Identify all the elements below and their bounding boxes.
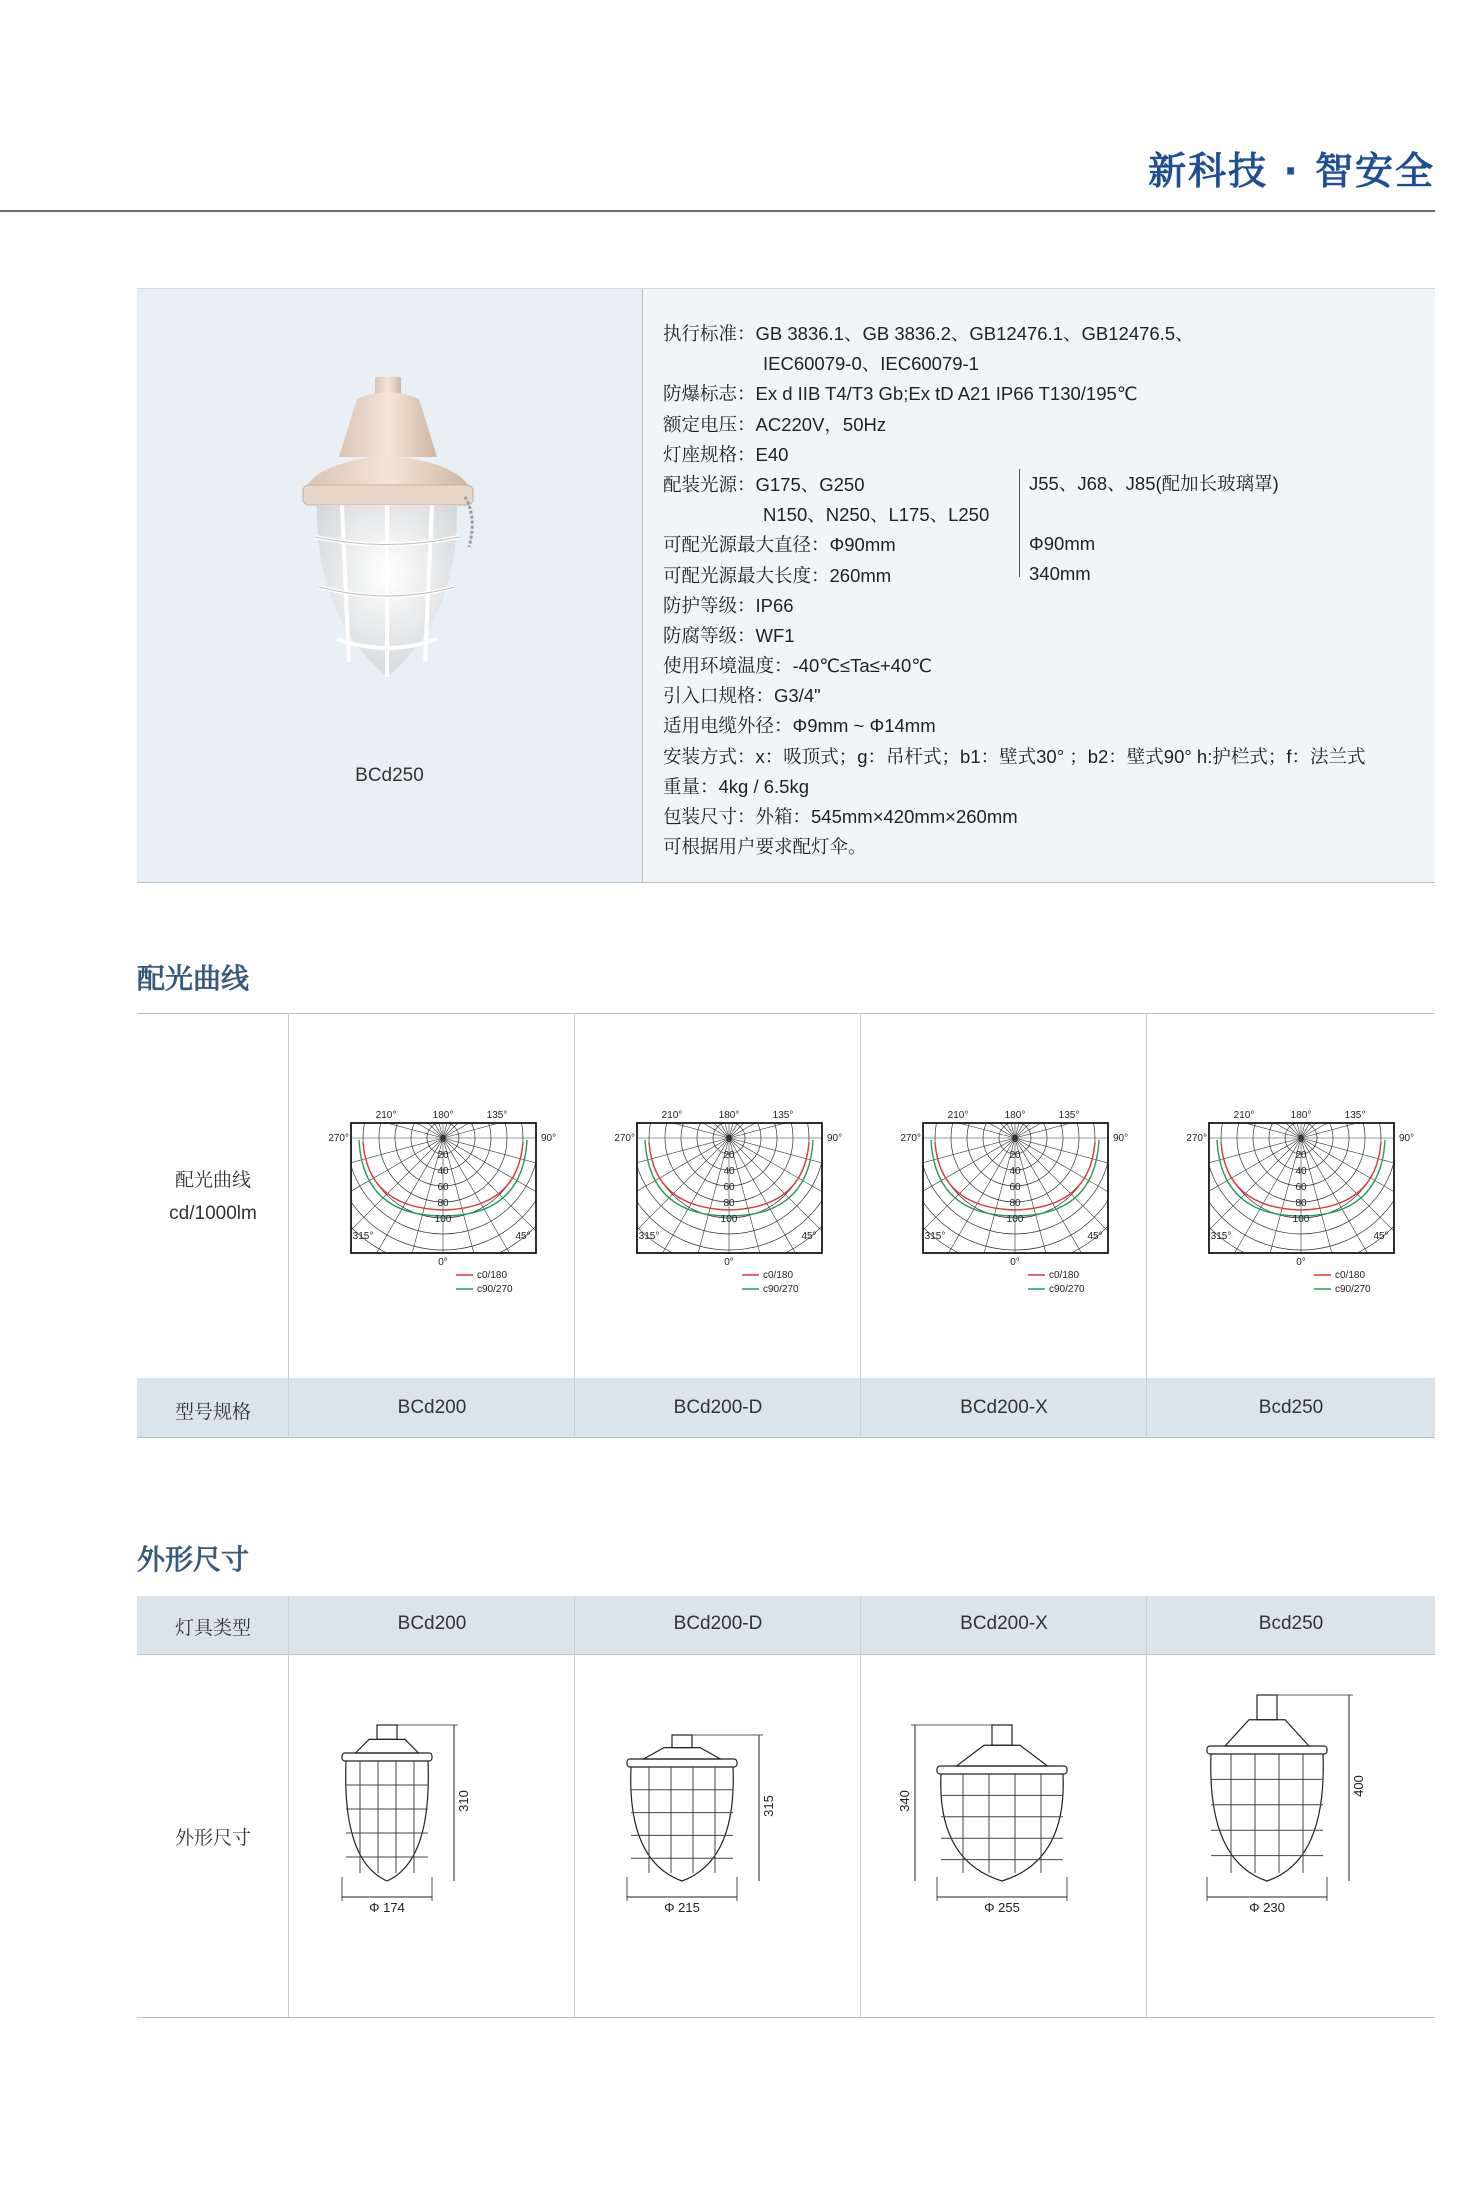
spec-line: 额定电压：AC220V，50Hz <box>663 413 887 435</box>
ring-label: 100 <box>1292 1214 1310 1225</box>
legend-c90: c90/270 <box>1049 1284 1085 1295</box>
polar-chart <box>587 1103 857 1323</box>
ring-label: 60 <box>1295 1182 1307 1193</box>
angle-label: 135° <box>1058 1110 1080 1121</box>
dimensions-header-label: 灯具类型 <box>174 1618 251 1639</box>
model-cell: Bcd250 <box>1258 1397 1324 1418</box>
column-divider <box>1019 469 1020 577</box>
spec-line: 可配光源最大直径：Φ90mm <box>663 534 896 556</box>
model-cell: BCd200 <box>397 1397 467 1418</box>
ring-label: 20 <box>1295 1150 1307 1161</box>
curve-row-label: 配光曲线 <box>174 1170 251 1191</box>
dimension-drawing <box>297 1721 477 1921</box>
height-label: 315 <box>761 1795 776 1817</box>
angle-label: 90° <box>541 1133 557 1144</box>
angle-label: 210° <box>375 1110 397 1121</box>
ring-label: 60 <box>437 1182 449 1193</box>
spec-line: IEC60079-0、IEC60079-1 <box>763 353 979 375</box>
light-curve-table <box>137 1013 1435 1438</box>
dimension-model: BCd200-X <box>960 1613 1048 1634</box>
ring-label: 0 <box>440 1134 446 1145</box>
dimension-drawing <box>582 1731 782 1921</box>
spec-line: 防爆标志：Ex d IIB T4/T3 Gb;Ex tD A21 IP66 T130/195℃ <box>663 383 1138 405</box>
angle-label: 270° <box>900 1133 921 1144</box>
angle-label: 135° <box>772 1110 794 1121</box>
lamp-photo <box>287 377 487 717</box>
spec-line: 包装尺寸：外箱：545mm×420mm×260mm <box>663 806 1018 827</box>
dimension-drawing <box>892 1721 1112 1921</box>
spec-table <box>137 288 1435 883</box>
angle-label: 270° <box>328 1133 349 1144</box>
diameter-label: Φ 255 <box>984 1900 1020 1915</box>
ring-label: 0 <box>1012 1134 1018 1145</box>
ring-label: 40 <box>1009 1166 1021 1177</box>
dimension-model: BCd200-D <box>673 1613 763 1634</box>
spec-line: 灯座规格：E40 <box>663 443 789 465</box>
header-divider <box>0 210 1435 212</box>
diameter-label: Φ 215 <box>664 1900 700 1915</box>
ring-label: 20 <box>1009 1150 1021 1161</box>
polar-chart <box>873 1103 1143 1323</box>
spec-lines <box>663 319 1366 862</box>
angle-label: 210° <box>661 1110 683 1121</box>
dimensions-table <box>137 1596 1435 2018</box>
angle-label: 180° <box>1290 1110 1312 1121</box>
spec-image-panel <box>137 289 643 882</box>
angle-label: 180° <box>718 1110 740 1121</box>
ring-label: 40 <box>723 1166 735 1177</box>
height-label: 340 <box>897 1790 912 1812</box>
angle-label: 315° <box>1210 1231 1232 1242</box>
alt-diameter: Φ90mm <box>1029 533 1096 554</box>
polar-chart <box>1159 1103 1429 1323</box>
spec-details <box>643 289 1435 882</box>
dimensions-row-label: 外形尺寸 <box>174 1828 251 1849</box>
angle-label: 0° <box>438 1257 448 1268</box>
dimension-drawing <box>1162 1691 1372 1921</box>
ring-label: 100 <box>434 1214 452 1225</box>
ring-label: 80 <box>723 1198 735 1209</box>
curve-row-unit: cd/1000lm <box>169 1203 257 1224</box>
angle-label: 270° <box>614 1133 635 1144</box>
ring-label: 0 <box>1298 1134 1304 1145</box>
spec-line: 适用电缆外径：Φ9mm ~ Φ14mm <box>663 715 936 737</box>
model-cell: BCd200-X <box>960 1397 1048 1418</box>
angle-label: 0° <box>724 1257 734 1268</box>
ring-label: 0 <box>726 1134 732 1145</box>
angle-label: 180° <box>432 1110 454 1121</box>
ring-label: 80 <box>1009 1198 1021 1209</box>
polar-chart <box>301 1103 571 1323</box>
legend-c0: c0/180 <box>477 1270 508 1281</box>
angle-label: 210° <box>1233 1110 1255 1121</box>
angle-label: 270° <box>1186 1133 1207 1144</box>
legend-c0: c0/180 <box>1335 1270 1366 1281</box>
spec-line: N150、N250、L175、L250 <box>763 504 990 526</box>
ring-label: 40 <box>437 1166 449 1177</box>
legend-c0: c0/180 <box>1049 1270 1080 1281</box>
spec-line: 配装光源：G175、G250 <box>663 473 865 495</box>
ring-label: 20 <box>437 1150 449 1161</box>
angle-label: 45° <box>1373 1231 1389 1242</box>
angle-label: 315° <box>352 1231 374 1242</box>
angle-label: 90° <box>1113 1133 1129 1144</box>
ring-label: 20 <box>723 1150 735 1161</box>
model-cell: BCd200-D <box>673 1397 763 1418</box>
spec-line: 防腐等级：WF1 <box>663 624 795 646</box>
angle-label: 315° <box>924 1231 946 1242</box>
angle-label: 90° <box>1399 1133 1415 1144</box>
spec-line: 执行标准：GB 3836.1、GB 3836.2、GB12476.1、GB12476.5、 <box>663 323 1194 344</box>
angle-label: 45° <box>515 1231 531 1242</box>
dimensions-title: 外形尺寸 <box>137 1543 250 1576</box>
legend-c0: c0/180 <box>763 1270 794 1281</box>
angle-label: 45° <box>1087 1231 1103 1242</box>
angle-label: 135° <box>1344 1110 1366 1121</box>
legend-c90: c90/270 <box>477 1284 513 1295</box>
ring-label: 60 <box>1009 1182 1021 1193</box>
angle-label: 0° <box>1296 1257 1306 1268</box>
ring-label: 100 <box>1006 1214 1024 1225</box>
alt-length: 340mm <box>1029 563 1091 584</box>
legend-c90: c90/270 <box>763 1284 799 1295</box>
model-row-label: 型号规格 <box>174 1402 251 1423</box>
spec-line: 可根据用户要求配灯伞。 <box>663 836 867 858</box>
brand-slogan: 新科技 · 智安全 <box>1148 149 1435 193</box>
angle-label: 315° <box>638 1231 660 1242</box>
alt-source: J55、J68、J85(配加长玻璃罩) <box>1029 473 1279 494</box>
spec-line: 使用环境温度：-40℃≤Ta≤+40℃ <box>663 655 933 677</box>
angle-label: 135° <box>486 1110 508 1121</box>
angle-label: 0° <box>1010 1257 1020 1268</box>
lamp-model-caption: BCd250 <box>355 765 424 786</box>
spec-line: 重量：4kg / 6.5kg <box>663 775 810 797</box>
dimension-model: BCd200 <box>397 1613 467 1634</box>
ring-label: 80 <box>437 1198 449 1209</box>
spec-line: 可配光源最大长度：260mm <box>663 564 892 586</box>
ring-label: 100 <box>720 1214 738 1225</box>
dimension-model: Bcd250 <box>1258 1613 1324 1634</box>
spec-line: 安装方式：x：吸顶式；g：吊杆式；b1：壁式30° ；b2：壁式90° h:护栏式；f：法兰式 <box>663 745 1366 767</box>
angle-label: 180° <box>1004 1110 1026 1121</box>
spec-line: 引入口规格：G3/4" <box>663 685 821 707</box>
ring-label: 40 <box>1295 1166 1307 1177</box>
light-curve-title: 配光曲线 <box>137 962 250 995</box>
ring-label: 60 <box>723 1182 735 1193</box>
ring-label: 80 <box>1295 1198 1307 1209</box>
height-label: 310 <box>456 1790 471 1812</box>
height-label: 400 <box>1351 1775 1366 1797</box>
legend-c90: c90/270 <box>1335 1284 1371 1295</box>
angle-label: 45° <box>801 1231 817 1242</box>
spec-line: 防护等级：IP66 <box>663 594 794 616</box>
angle-label: 210° <box>947 1110 969 1121</box>
diameter-label: Φ 230 <box>1249 1900 1285 1915</box>
diameter-label: Φ 174 <box>369 1900 405 1915</box>
angle-label: 90° <box>827 1133 843 1144</box>
